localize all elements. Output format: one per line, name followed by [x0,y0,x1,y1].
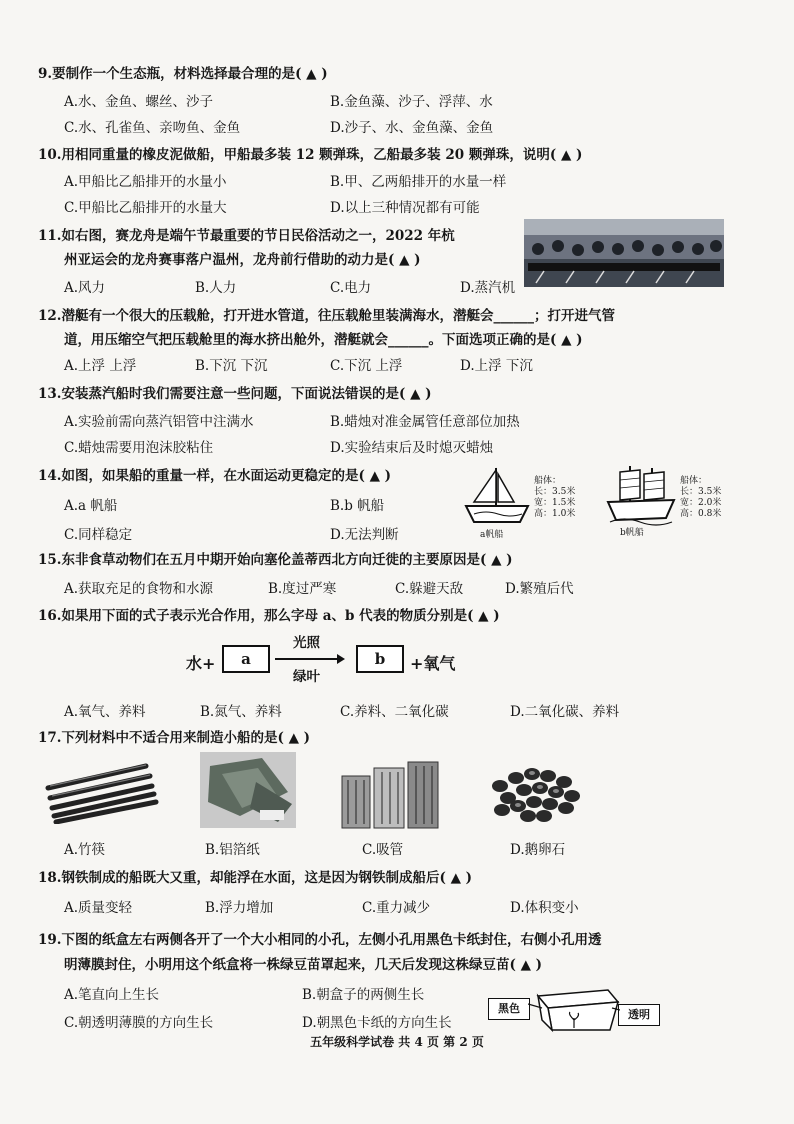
question-14-stem: 14.如图，如果船的重量一样，在水面运动更稳定的是( ▲ ) [38,468,392,484]
q12-option-c[interactable]: C.下沉 上浮 [330,358,403,374]
equation-arrow-icon [275,652,345,666]
sailboat-a-label: a帆船 [480,530,504,540]
q10-option-d[interactable]: D.以上三种情况都有可能 [330,200,480,216]
q12-option-a[interactable]: A.上浮 上浮 [64,358,137,374]
question-16-stem: 16.如果用下面的式子表示光合作用，那么字母 a、b 代表的物质分别是( ▲ ) [38,608,500,624]
q14-option-b[interactable]: B.b 帆船 [330,498,385,514]
chopsticks-photo [42,758,160,824]
question-11-stem-line1: 11.如右图，赛龙舟是端午节最重要的节日民俗活动之一，2022 年杭 [38,228,455,244]
q17-option-c[interactable]: C.吸管 [362,842,404,858]
q18-option-d[interactable]: D.体积变小 [510,900,579,916]
pebbles-photo [488,760,582,824]
q16-option-c[interactable]: C.养料、二氧化碳 [340,704,449,720]
equation-box-b: b [356,645,404,673]
q11-option-a[interactable]: A.风力 [64,280,106,296]
sailboat-b-label: b帆船 [620,528,644,538]
q17-option-d[interactable]: D.鹅卵石 [510,842,566,858]
question-19-stem-line2: 明薄膜封住，小明用这个纸盒将一株绿豆苗罩起来，几天后发现这株绿豆苗( ▲ ) [64,957,543,973]
q15-option-b[interactable]: B.度过严寒 [268,581,337,597]
equation-box-a: a [222,645,270,673]
q18-option-b[interactable]: B.浮力增加 [205,900,274,916]
q11-option-d[interactable]: D.蒸汽机 [460,280,516,296]
q15-option-d[interactable]: D.繁殖后代 [505,581,574,597]
sailboat-a-illustration [464,464,530,526]
equation-leaf: 绿叶 [293,669,320,685]
sailboat-b-specs: 船体： 长：3.5米 宽：2.0米 高：0.8米 [680,476,722,519]
question-17-stem: 17.下列材料中不适合用来制造小船的是( ▲ ) [38,730,311,746]
q13-option-a[interactable]: A.实验前需向蒸汽铝管中注满水 [64,414,254,430]
sailboat-b-illustration [606,462,676,526]
q18-option-c[interactable]: C.重力减少 [362,900,431,916]
q9-option-a[interactable]: A.水、金鱼、螺丝、沙子 [64,94,214,110]
black-card-label: 黑色 [488,998,530,1020]
question-13-stem: 13.安装蒸汽船时我们需要注意一些问题，下面说法错误的是( ▲ ) [38,386,432,402]
question-11-stem-line2: 州亚运会的龙舟赛事落户温州，龙舟前行借助的动力是( ▲ ) [64,252,421,268]
q16-option-d[interactable]: D.二氧化碳、养料 [510,704,620,720]
question-12-stem-line1: 12.潜艇有一个很大的压载舱，打开进水管道，往压载舱里装满海水，潜艇会______；打开进气管 [38,308,615,324]
q18-option-a[interactable]: A.质量变轻 [64,900,133,916]
paper-box-diagram [528,984,620,1034]
q16-option-a[interactable]: A.氧气、养料 [64,704,146,720]
q10-option-b[interactable]: B.甲、乙两船排开的水量一样 [330,174,507,190]
q14-option-d[interactable]: D.无法判断 [330,527,399,543]
question-15-stem: 15.东非食草动物们在五月中期开始向塞伦盖蒂西北方向迁徙的主要原因是( ▲ ) [38,552,513,568]
aluminum-foil-photo [200,752,296,828]
question-18-stem: 18.钢铁制成的船既大又重，却能浮在水面，这是因为钢铁制成船后( ▲ ) [38,870,473,886]
q14-option-a[interactable]: A.a 帆船 [64,498,118,514]
question-10-stem: 10.用相同重量的橡皮泥做船，甲船最多装 12 颗弹珠，乙船最多装 20 颗弹珠，说明( ▲ ) [38,147,583,163]
q19-option-a[interactable]: A.笔直向上生长 [64,987,160,1003]
q10-option-a[interactable]: A.甲船比乙船排开的水量小 [64,174,227,190]
q15-option-c[interactable]: C.躲避天敌 [395,581,464,597]
q12-option-d[interactable]: D.上浮 下沉 [460,358,533,374]
q17-option-b[interactable]: B.铝箔纸 [205,842,260,858]
q19-option-c[interactable]: C.朝透明薄膜的方向生长 [64,1015,214,1031]
q19-option-d[interactable]: D.朝黑色卡纸的方向生长 [302,1015,452,1031]
q9-option-b[interactable]: B.金鱼藻、沙子、浮萍、水 [330,94,493,110]
equation-light: 光照 [293,635,320,651]
q17-option-a[interactable]: A.竹筷 [64,842,106,858]
q19-option-b[interactable]: B.朝盒子的两侧生长 [302,987,425,1003]
question-19-stem-line1: 19.下图的纸盒左右两侧各开了一个大小相同的小孔，左侧小孔用黑色卡纸封住，右侧小孔用透 [38,932,602,948]
q13-option-b[interactable]: B.蜡烛对准金属管任意部位加热 [330,414,520,430]
q11-option-c[interactable]: C.电力 [330,280,372,296]
dragon-boat-photo [524,219,724,287]
q12-option-b[interactable]: B.下沉 下沉 [195,358,268,374]
page-footer: 五年级科学试卷 共 4 页 第 2 页 [310,1035,484,1049]
equation-water: 水+ [186,654,216,673]
q9-option-c[interactable]: C.水、孔雀鱼、亲吻鱼、金鱼 [64,120,241,136]
q10-option-c[interactable]: C.甲船比乙船排开的水量大 [64,200,227,216]
question-12-stem-line2: 道，用压缩空气把压载舱里的海水挤出舱外，潜艇就会______。下面选项正确的是( ▲ ) [64,332,583,348]
transparent-film-label: 透明 [618,1004,660,1026]
sailboat-a-specs: 船体： 长：3.5米 宽：1.5米 高：1.0米 [534,476,576,519]
q13-option-d[interactable]: D.实验结束后及时熄灭蜡烛 [330,440,494,456]
q9-option-d[interactable]: D.沙子、水、金鱼藻、金鱼 [330,120,494,136]
question-9-stem: 9.要制作一个生态瓶，材料选择最合理的是( ▲ ) [38,66,328,82]
straws-photo [340,758,440,830]
q15-option-a[interactable]: A.获取充足的食物和水源 [64,581,214,597]
equation-oxygen: +氧气 [410,654,456,673]
q11-option-b[interactable]: B.人力 [195,280,237,296]
q16-option-b[interactable]: B.氮气、养料 [200,704,282,720]
q14-option-c[interactable]: C.同样稳定 [64,527,133,543]
q13-option-c[interactable]: C.蜡烛需要用泡沫胶粘住 [64,440,214,456]
